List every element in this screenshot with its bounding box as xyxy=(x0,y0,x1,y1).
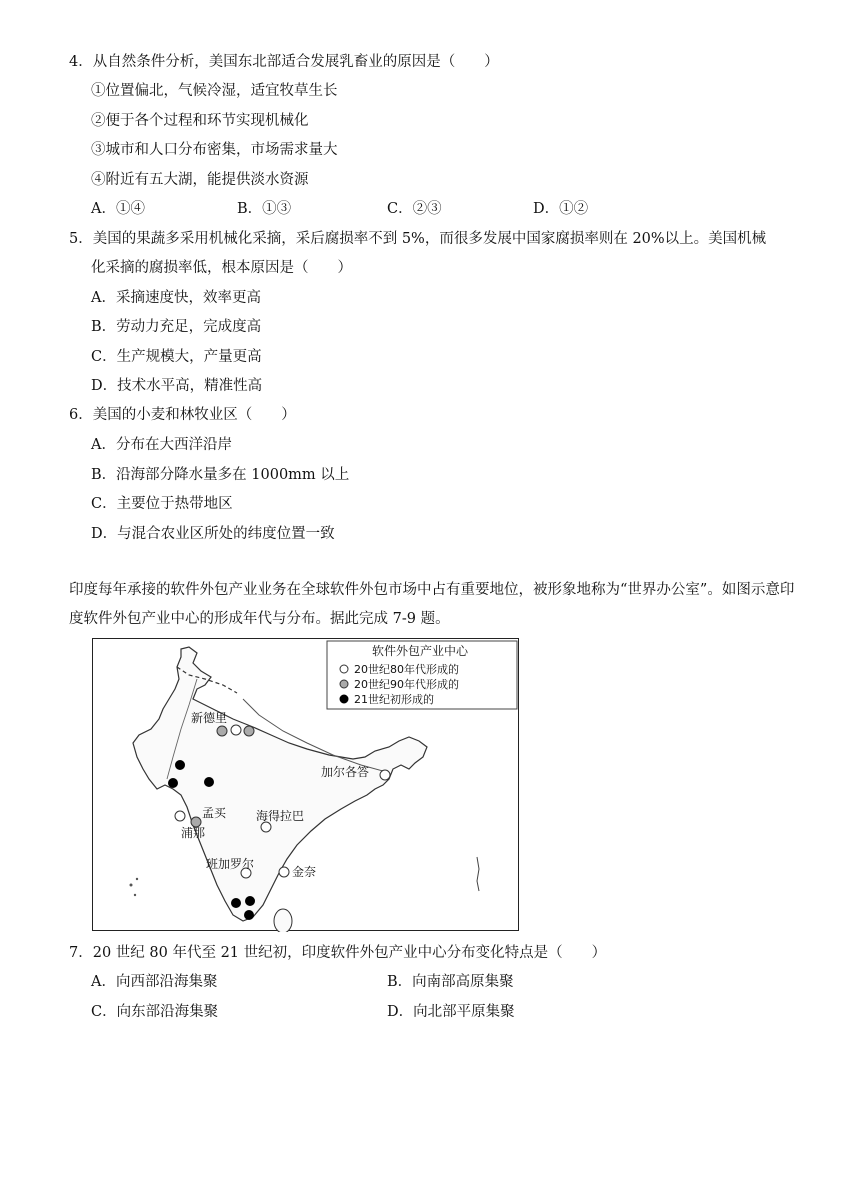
city-marker-21c-5 xyxy=(245,896,255,906)
legend-marker-21c xyxy=(340,695,348,703)
city-label-hyderabad: 海得拉巴 xyxy=(256,809,305,823)
q4-item-4: ④附近有五大湖，能提供淡水资源 xyxy=(91,172,309,188)
island-dot xyxy=(130,884,133,887)
q6-stem: 6．美国的小麦和林牧业区（ ） xyxy=(69,407,296,423)
q6-option-c[interactable]: C．主要位于热带地区 xyxy=(91,496,233,512)
andaman-islands xyxy=(477,857,479,891)
q6-option-a[interactable]: A．分布在大西洋沿岸 xyxy=(91,437,232,453)
q7-option-a[interactable]: A．向西部沿海集聚 xyxy=(91,974,218,990)
q5-stem-line1: 5．美国的果蔬多采用机械化采摘，采后腐损率不到 5%，而很多发展中国家腐损率则在 20%以上。美国机械 xyxy=(69,231,767,247)
city-marker-21c-6 xyxy=(244,910,254,920)
q7-stem: 7．20 世纪 80 年代至 21 世纪初，印度软件外包产业中心分布变化特点是（ ） xyxy=(69,945,607,961)
city-label-kolkata: 加尔各答 xyxy=(321,765,370,779)
city-marker-kolkata xyxy=(380,770,390,780)
city-marker-chennai xyxy=(279,867,289,877)
city-marker-21c-2 xyxy=(168,778,178,788)
q5-option-d[interactable]: D．技术水平高，精准性高 xyxy=(91,378,263,394)
q4-option-c[interactable]: C．②③ xyxy=(387,201,442,217)
q6-option-d[interactable]: D．与混合农业区所处的纬度位置一致 xyxy=(91,526,335,542)
q7-option-c[interactable]: C．向东部沿海集聚 xyxy=(91,1004,219,1020)
city-marker-hyderabad xyxy=(261,822,271,832)
q4-option-a[interactable]: A．①④ xyxy=(91,201,145,217)
island-dot xyxy=(134,894,136,896)
legend-21c-label: 21世纪初形成的 xyxy=(354,693,434,706)
city-marker-21c-3 xyxy=(204,777,214,787)
city-marker-new-delhi-90s-1 xyxy=(217,726,227,736)
q4-stem: 4．从自然条件分析，美国东北部适合发展乳畜业的原因是（ ） xyxy=(69,54,499,70)
city-marker-21c-1 xyxy=(175,760,185,770)
q5-option-b[interactable]: B．劳动力充足，完成度高 xyxy=(91,319,262,335)
city-label-pune: 浦那 xyxy=(181,826,206,840)
legend-90s-label: 20世纪90年代形成的 xyxy=(354,678,459,691)
q7-option-b[interactable]: B．向南部高原集聚 xyxy=(387,974,514,990)
sri-lanka xyxy=(274,909,292,932)
q5-option-a[interactable]: A．采摘速度快，效率更高 xyxy=(91,290,261,306)
legend-marker-90s xyxy=(340,680,348,688)
legend-marker-80s xyxy=(340,665,348,673)
island-dot xyxy=(136,878,138,880)
q7-option-d[interactable]: D．向北部平原集聚 xyxy=(387,1004,515,1020)
city-marker-pune xyxy=(175,811,185,821)
city-marker-new-delhi-90s-2 xyxy=(244,726,254,736)
q4-option-d[interactable]: D．①② xyxy=(533,201,589,217)
q6-option-b[interactable]: B．沿海部分降水量多在 1000mm 以上 xyxy=(91,467,350,483)
city-label-mumbai: 孟买 xyxy=(202,806,227,820)
q4-item-1: ①位置偏北，气候冷湿，适宜牧草生长 xyxy=(91,83,338,99)
q4-item-3: ③城市和人口分布密集，市场需求量大 xyxy=(91,142,338,158)
q5-stem-line2: 化采摘的腐损率低，根本原因是（ ） xyxy=(91,260,352,276)
q4-item-2: ②便于各个过程和环节实现机械化 xyxy=(91,113,309,129)
passage-text: 印度每年承接的软件外包产业业务在全球软件外包市场中占有重要地位，被形象地称为“世界办公室”。如图示意印度软件外包产业中心的形成年代与分布。据此完成 7-9 题。 xyxy=(69,582,795,627)
q5-option-c[interactable]: C．生产规模大，产量更高 xyxy=(91,349,262,365)
legend-80s-label: 20世纪80年代形成的 xyxy=(354,663,459,676)
q4-option-b[interactable]: B．①③ xyxy=(237,201,292,217)
india-software-map xyxy=(92,638,519,931)
city-label-new-delhi: 新德里 xyxy=(191,711,228,725)
city-label-chennai: 金奈 xyxy=(292,865,317,879)
city-label-bangalore: 班加罗尔 xyxy=(206,857,255,871)
city-marker-new-delhi-80s xyxy=(231,725,241,735)
legend-title: 软件外包产业中心 xyxy=(372,644,469,658)
city-marker-21c-4 xyxy=(231,898,241,908)
